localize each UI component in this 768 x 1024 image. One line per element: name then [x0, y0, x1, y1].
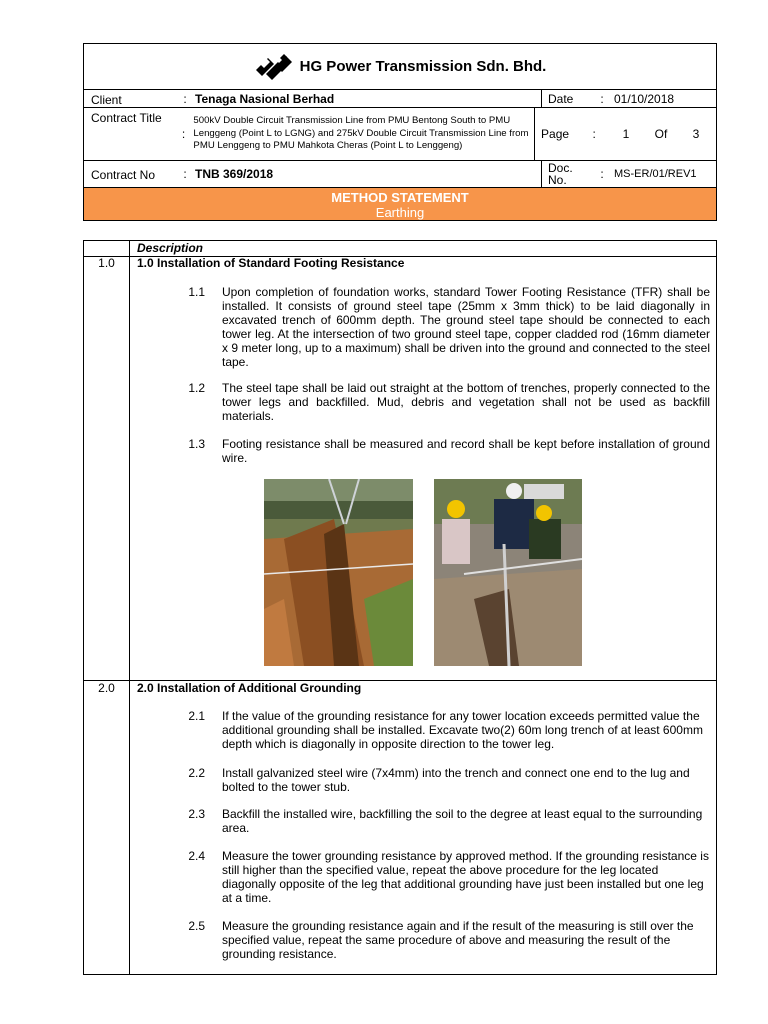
client-row — [84, 90, 716, 108]
contract-no-row — [84, 161, 716, 188]
document-header — [83, 43, 717, 221]
contract-title-value: 500kV Double Circuit Transmission Line from PMU Bentong South to PMU Lenggeng (Point L to LGNG) and 275kV Double Circuit Transmission Line from PMU Lenggeng to PMU Mahkota Cheras (Point L to Lenggeng) — [189, 108, 535, 160]
company-name: HG Power Transmission Sdn. Bhd. — [299, 58, 547, 75]
section-title: 1.0 Installation of Standard Footing Resistance — [137, 256, 405, 270]
colon: : — [183, 167, 187, 181]
item-number: 2.4 — [188, 849, 205, 863]
item-number: 2.3 — [188, 807, 205, 821]
page-current: 1 — [622, 127, 630, 141]
colon: : — [592, 127, 596, 141]
contract-title-label: Contract Title — [91, 111, 162, 125]
method-title: METHOD STATEMENT — [331, 190, 469, 205]
colon: : — [600, 167, 604, 181]
contract-no-value: TNB 369/2018 — [191, 161, 542, 187]
trench-photo — [264, 479, 413, 666]
doc-no-value: MS-ER/01/REV1 — [614, 168, 697, 180]
column-divider — [129, 241, 130, 974]
page-total: 3 — [692, 127, 700, 141]
company-banner — [84, 44, 716, 90]
item-number: 1.3 — [188, 437, 205, 451]
item-number: 2.1 — [188, 709, 205, 723]
client-label: Client — [91, 92, 122, 107]
item-text: The steel tape shall be laid out straight at the bottom of trenches, properly connected to the tower legs and backfilled. Mud, debris and vegetation shall not be used as backfill materials. — [222, 381, 710, 423]
item-text: Install galvanized steel wire (7x4mm) into the trench and connect one end to the lug and bolted to the tower stub. — [222, 766, 690, 794]
item-text: Upon completion of foundation works, standard Tower Footing Resistance (TFR) shall be installed. It consists of ground steel tape (25mm x 3mm thick) to be laid diagonally in excavated trench of 600mm depth. The ground steel tape should be connected to each tower leg. At the intersection of two ground steel tape, copper cladded rod (16mm diameter x 9 meter long, up to a maximum) shall be driven into the ground and connected to the steel tape. — [222, 285, 710, 369]
description-table — [83, 240, 717, 975]
description-header: Description — [137, 241, 204, 255]
section-number: 2.0 — [98, 681, 115, 695]
page-of: Of — [654, 127, 668, 141]
method-subtitle: Earthing — [375, 205, 425, 220]
workers-photo-image — [434, 479, 582, 666]
section-title: 2.0 Installation of Additional Grounding — [137, 681, 362, 695]
page-info — [604, 108, 716, 160]
item-text: Measure the grounding resistance again and if the result of the measuring is still over the specified value, repeat the same procedure of above and measuring the result of the grounding resistance. — [222, 919, 694, 961]
trench-photo-image — [264, 479, 413, 666]
contract-no-label: Contract No — [91, 168, 156, 182]
item-text: Backfill the installed wire, backfilling the soil to the degree at least equal to the surrounding area. — [222, 807, 703, 835]
method-statement-banner — [84, 188, 716, 220]
colon: : — [600, 91, 604, 106]
item-text: If the value of the grounding resistance for any tower location exceeds permitted value the additional grounding shall be installed. Excavate two(2) 60m long trench of at least 600mm depth which is diagonally in opposite direction to the tower leg. — [222, 709, 703, 751]
section-number: 1.0 — [98, 256, 115, 270]
doc-no-label: Doc. No. — [548, 161, 573, 187]
item-number: 2.2 — [188, 766, 205, 780]
workers-photo — [434, 479, 582, 666]
date-value: 01/10/2018 — [614, 91, 675, 106]
colon: : — [181, 127, 186, 141]
item-text: Footing resistance shall be measured and record shall be kept before installation of ground wire. — [222, 437, 710, 465]
colon: : — [183, 91, 187, 106]
item-number: 1.2 — [188, 381, 205, 395]
company-logo-icon — [254, 52, 294, 82]
client-value: Tenaga Nasional Berhad — [191, 90, 542, 107]
contract-title-row — [84, 108, 716, 161]
item-text: Measure the tower grounding resistance by approved method. If the grounding resistance is still higher than the specified value, repeat the above procedure for the leg located diagonally opposite of the leg that additional grounding have just been installed but one leg at a time. — [222, 849, 709, 905]
item-number: 1.1 — [188, 285, 205, 299]
item-number: 2.5 — [188, 919, 205, 933]
page-label: Page — [541, 127, 570, 141]
date-label: Date — [548, 91, 574, 106]
